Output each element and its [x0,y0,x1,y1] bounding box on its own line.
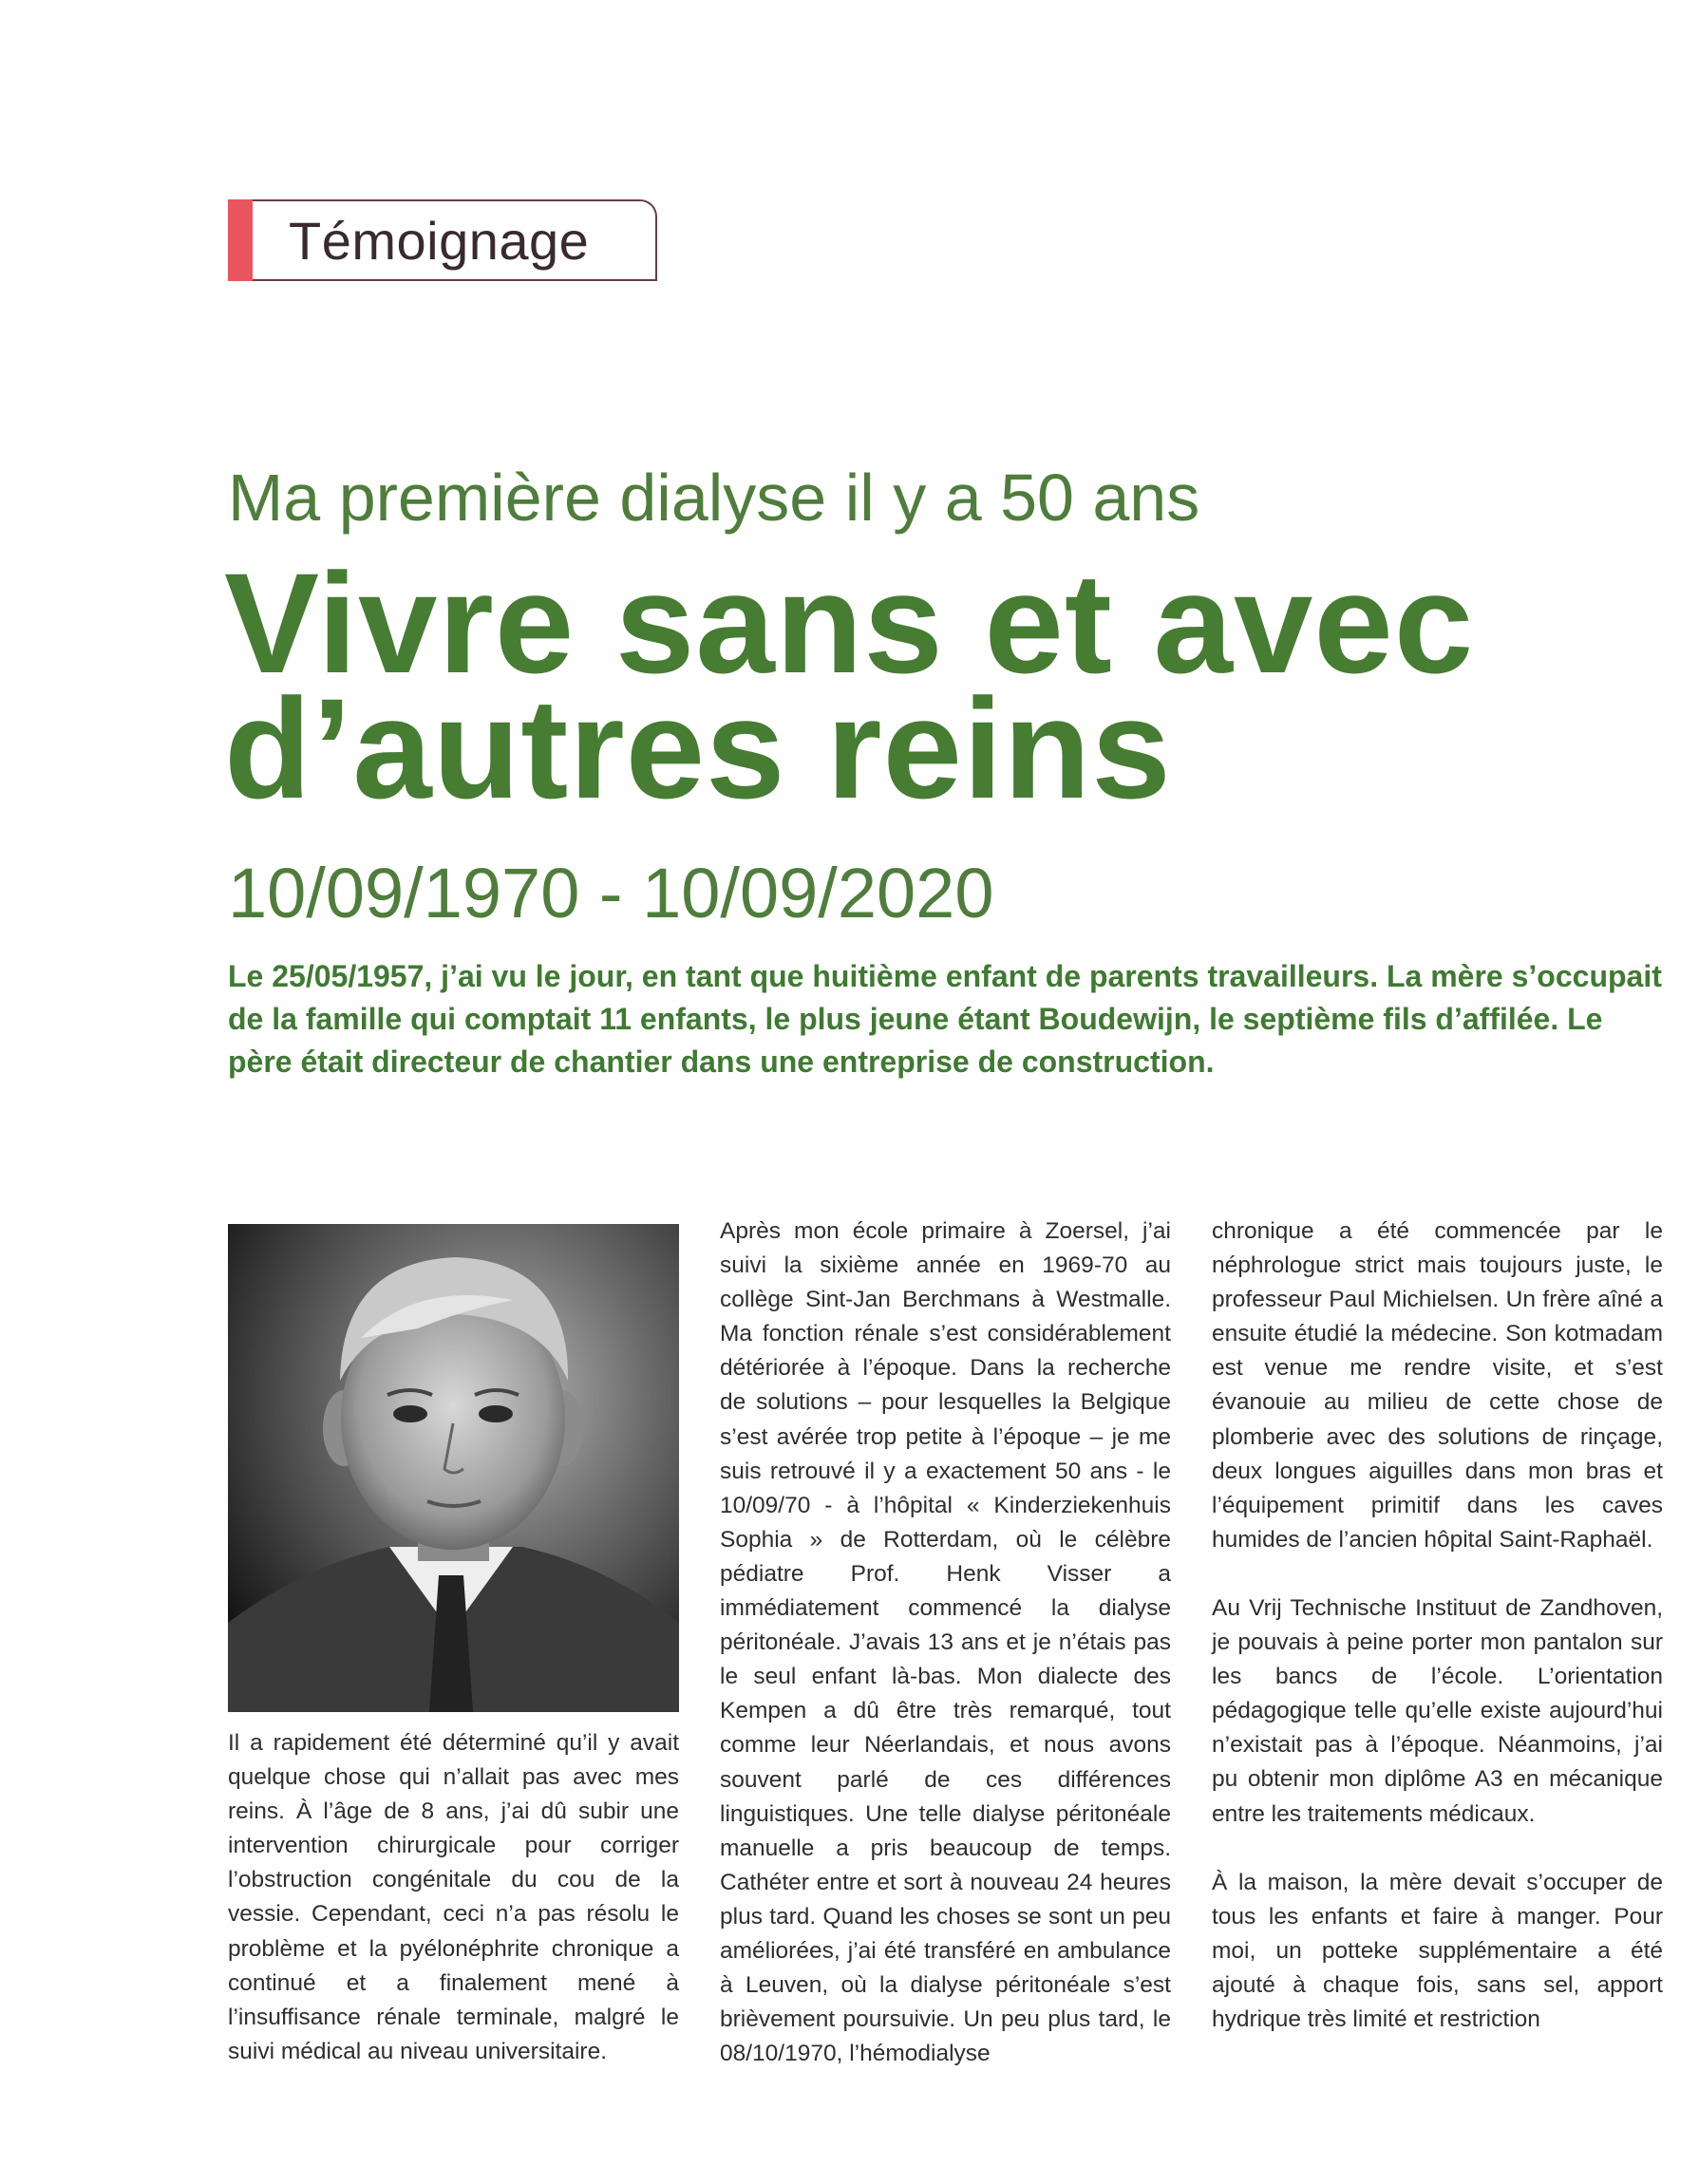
body-paragraph: Après mon école primaire à Zoersel, j’ai suivi la sixième année en 1969-70 au collège Sint-Jan Berchmans à Westmalle. Ma fonction rénale s’est considérablement détériorée à l’époque. Dans la recherche de solutions – pour lesquelles la Belgique s’est avérée trop petite à l’époque – je me suis retrouvé il y a exactement 50 ans - le 10/09/70 - à l’hôpital « Kinderziekenhuis Sophia » de Rotterdam, où le célèbre pédiatre Prof. Henk Visser a immédiatement commencé la dialyse péritonéale. J’avais 13 ans et je n’étais pas le seul enfant là-bas. Mon dialecte des Kempen a dû être très remarqué, tout comme leur Néerlandais, et nous avons souvent parlé de ces différences linguistiques. Une telle dialyse péritonéale manuelle a pris beaucoup de temps. Cathéter entre et sort à nouveau 24 heures plus tard. Quand les choses se sont un peu améliorées, j’ai été transféré en ambulance à Leuven, où la dialyse péritonéale s’est brièvement poursuivie. Un peu plus tard, le 08/10/1970, l’hémodialyse [720,1218,1171,2067]
section-tag-label: Témoignage [289,210,590,271]
section-tag-accent-bar [228,199,253,281]
article-headline: Vivre sans et avec d’autres reins [224,543,1475,828]
body-column-2 [720,1214,1171,2071]
body-paragraph: chronique a été commencée par le néphrologue strict mais toujours juste, le professeur Paul Michielsen. Un frère aîné a ensuite étudié la médecine. Son kotmadam est venue me rendre visite, et s’est évanouie au milieu de cette chose de plomberie avec des solutions de rinçage, deux longues aiguilles dans mon bras et l’équipement primitif dans les caves humides de l’ancien hôpital Saint-Raphaël. [1212,1218,1663,1553]
body-paragraph: À la maison, la mère devait s’occuper de tous les enfants et faire à manger. Pour moi, un potteke supplémentaire a été ajouté à chaque fois, sans sel, apport hydrique très limité et restriction [1212,1869,1663,2032]
portrait-photo-icon [228,1224,679,1712]
section-tag [228,199,657,281]
body-paragraph: Au Vrij Technische Instituut de Zandhoven, je pouvais à peine porter mon pantalon sur les bancs de l’école. L’orientation pédagogique telle qu’elle existe aujourd’hui n’existait pas à l’époque. Néanmoins, j’ai pu obtenir mon diplôme A3 en mécanique entre les traitements médicaux. [1212,1594,1663,1827]
article-intro: Le 25/05/1957, j’ai vu le jour, en tant que huitième enfant de parents travailleurs. La mère s’occupait de la famille qui comptait 11 enfants, le plus jeune étant Boudewijn, le septième fils d’affilée. Le père était directeur de chantier dans une entreprise de construction. [228,959,1662,1079]
portrait-photo [228,1224,679,1712]
body-column-3 [1212,1214,1663,2037]
article-dates: 10/09/1970 - 10/09/2020 [228,854,994,932]
body-paragraph: Il a rapidement été déterminé qu’il y avait quelque chose qui n’allait pas avec mes reins. À l’âge de 8 ans, j’ai dû subir une intervention chirurgicale pour corriger l’obstruction congénitale du cou de la vessie. Cependant, ceci n’a pas résolu le problème et la pyélonéphrite chronique a continué et a finalement mené à l’insuffisance rénale terminale, malgré le suivi médical au niveau universitaire. [228,1730,679,2064]
body-column-1 [228,1726,679,2069]
article-kicker: Ma première dialyse il y a 50 ans [228,461,1200,535]
